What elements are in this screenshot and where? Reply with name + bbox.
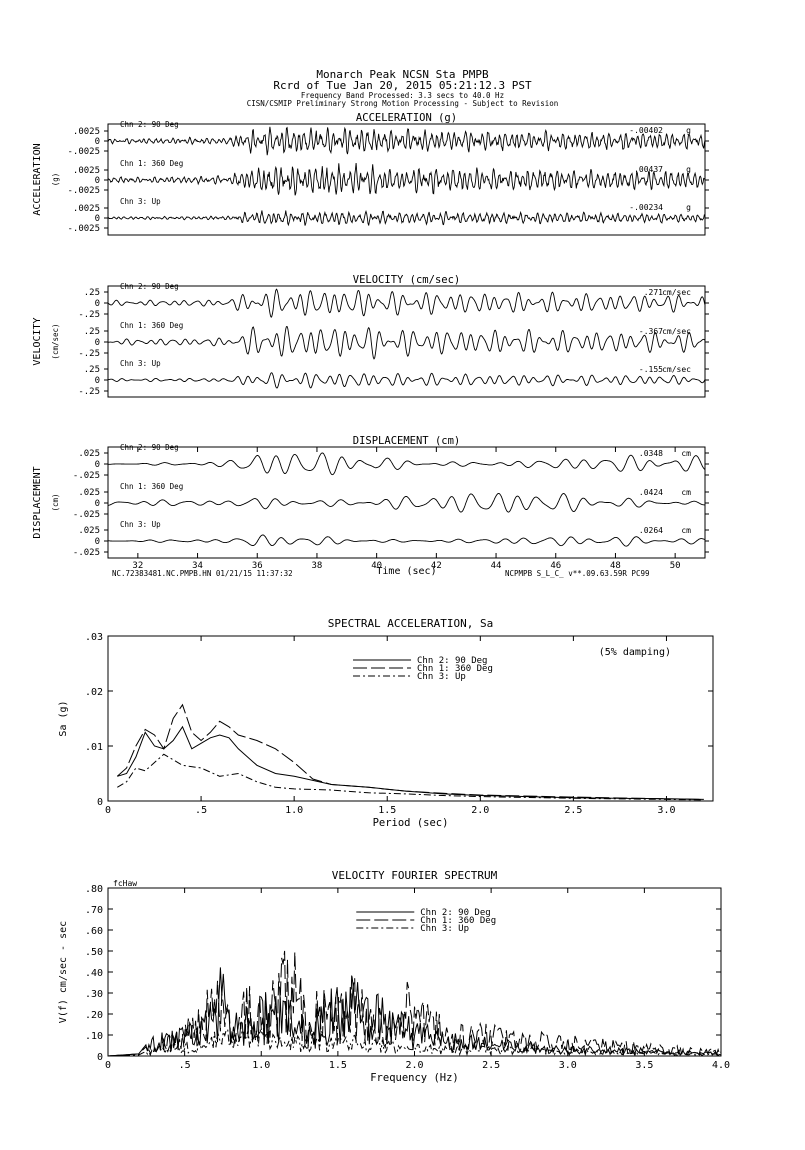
y-tick-label: .0025	[72, 166, 100, 176]
x-tick-label: 40	[371, 561, 383, 571]
spectrum-title: VELOCITY FOURIER SPECTRUM	[331, 869, 498, 882]
x-tick-label: 0	[104, 805, 112, 816]
x-tick-label: .5	[178, 1060, 191, 1071]
unit-label: g	[686, 165, 691, 174]
record-time: Rcrd of Tue Jan 20, 2015 05:21:12.3 PST	[273, 79, 532, 92]
y-tick-label: 0	[94, 176, 100, 186]
x-tick-label: 32	[132, 561, 144, 571]
x-tick-label: 2.0	[471, 805, 490, 816]
y-tick-label: 0	[94, 299, 100, 309]
peak-value: .00437	[634, 165, 663, 174]
channel-label: Chn 2: 90 Deg	[120, 120, 179, 129]
x-tick-label: 0	[104, 1060, 112, 1071]
y-tick-label: .25	[83, 365, 100, 375]
y-axis-label: V(f) cm/sec - sec	[58, 920, 69, 1024]
y-tick-label: -.025	[72, 548, 100, 558]
waveform-vel-3	[108, 373, 705, 388]
channel-label: Chn 1: 360 Deg	[120, 321, 184, 330]
channel-label: Chn 3: Up	[120, 520, 161, 529]
x-tick-label: 1.5	[378, 805, 397, 816]
y-tick-label: .70	[84, 905, 103, 916]
y-tick-label: 0	[94, 537, 100, 547]
y-tick-label: -.0025	[67, 147, 100, 157]
peak-value: .0264	[638, 526, 663, 535]
legend-label: Chn 3: Up	[420, 924, 470, 934]
unit-label: g	[686, 126, 691, 135]
corner-label: fcHaw	[113, 879, 138, 888]
waveform-vel-1	[108, 289, 705, 317]
y-tick-label: 0	[94, 214, 100, 224]
waveform-acc-1	[108, 127, 705, 155]
x-axis-label: Time (sec)	[376, 566, 437, 577]
channel-label: Chn 3: Up	[120, 197, 161, 206]
time-panel-yunit: (cm)	[51, 493, 60, 512]
unit-label: cm	[681, 449, 691, 458]
y-tick-label: -.0025	[67, 224, 100, 234]
x-tick-label: 2.5	[564, 805, 583, 816]
time-panel-title: DISPLACEMENT (cm)	[352, 435, 461, 447]
y-tick-label: .0025	[72, 204, 100, 214]
y-tick-label: .30	[84, 989, 103, 1000]
y-tick-label: 0	[94, 376, 100, 386]
x-tick-label: 1.5	[328, 1060, 347, 1071]
x-tick-label: 4.0	[711, 1060, 731, 1071]
y-tick-label: .025	[78, 488, 100, 498]
footer-processing-id: NCPMPB S_L_C_ v**.09.63.59R PC99	[505, 569, 650, 578]
y-tick-label: .10	[84, 1031, 103, 1042]
y-tick-label: 0	[94, 460, 100, 470]
x-tick-label: 48	[610, 561, 621, 571]
x-tick-label: 44	[490, 561, 502, 571]
y-tick-label: 0	[94, 499, 100, 509]
channel-label: Chn 2: 90 Deg	[120, 282, 179, 291]
y-tick-label: .25	[83, 288, 100, 298]
time-panel-ylabel: ACCELERATION	[32, 143, 43, 216]
peak-value: -.367	[638, 327, 663, 336]
unit-label: cm/sec	[662, 288, 691, 297]
y-tick-label: .50	[84, 947, 103, 958]
x-tick-label: 42	[430, 561, 442, 571]
waveform-dis-1	[108, 453, 705, 475]
legend-label: Chn 2: 90 Deg	[420, 908, 491, 918]
y-tick-label: 0	[96, 1052, 103, 1063]
x-axis-label: Period (sec)	[372, 817, 449, 829]
x-tick-label: 1.0	[252, 1060, 271, 1071]
y-tick-label: 0	[94, 137, 100, 147]
unit-label: cm	[681, 488, 691, 497]
legend-label: Chn 1: 360 Deg	[417, 664, 493, 674]
y-tick-label: -.25	[78, 349, 100, 359]
x-axis-label: Frequency (Hz)	[370, 1072, 459, 1084]
legend-label: Chn 1: 360 Deg	[420, 916, 497, 926]
waveform-dis-2	[108, 494, 705, 513]
y-tick-label: .25	[83, 327, 100, 337]
y-tick-label: -.025	[72, 471, 100, 481]
x-tick-label: 3.0	[657, 805, 676, 816]
time-panel-ylabel: DISPLACEMENT	[32, 466, 43, 539]
x-tick-label: 3.0	[558, 1060, 577, 1071]
x-tick-label: 3.5	[635, 1060, 654, 1071]
channel-label: Chn 1: 360 Deg	[120, 159, 184, 168]
peak-value: .271	[643, 288, 663, 297]
x-tick-label: 2.5	[482, 1060, 501, 1071]
waveform-dis-3	[108, 535, 705, 546]
legend-label: Chn 2: 90 Deg	[417, 656, 488, 666]
spectrum-frame	[108, 636, 713, 801]
x-tick-label: 1.0	[285, 805, 304, 816]
waveform-acc-2	[108, 163, 705, 195]
processing-note: CISN/CSMIP Preliminary Strong Motion Processing - Subject to Revision	[246, 99, 559, 108]
footer-record-id: NC.72383481.NC.PMPB.HN 01/21/15 11:37:32	[112, 569, 293, 578]
peak-value: .0424	[638, 488, 663, 497]
channel-label: Chn 2: 90 Deg	[120, 443, 179, 452]
unit-label: cm/sec	[662, 327, 691, 336]
time-panel-title: ACCELERATION (g)	[355, 112, 458, 124]
y-tick-label: -.025	[72, 510, 100, 520]
spectrum-series-3	[117, 754, 703, 800]
spectrum-series-2	[117, 705, 703, 800]
unit-label: g	[686, 203, 691, 212]
peak-value: -.155	[638, 365, 663, 374]
y-tick-label: 0	[94, 338, 100, 348]
y-tick-label: .0025	[72, 127, 100, 137]
x-tick-label: 34	[192, 561, 203, 571]
y-tick-label: -.25	[78, 387, 100, 397]
channel-label: Chn 1: 360 Deg	[120, 482, 184, 491]
waveform-acc-3	[108, 211, 705, 226]
peak-value: -.00402	[629, 126, 663, 135]
y-tick-label: .20	[84, 1010, 103, 1021]
y-tick-label: .025	[78, 449, 100, 459]
y-axis-label: Sa (g)	[58, 700, 69, 737]
y-tick-label: -.0025	[67, 186, 100, 196]
x-tick-label: 38	[311, 561, 323, 571]
y-tick-label: 0	[96, 797, 103, 808]
x-tick-label: 50	[669, 561, 681, 571]
spectrum-title: SPECTRAL ACCELERATION, Sa	[327, 617, 494, 630]
time-panel-ylabel: VELOCITY	[32, 317, 43, 366]
unit-label: cm/sec	[662, 365, 691, 374]
y-tick-label: .03	[84, 632, 103, 643]
x-tick-label: .5	[195, 805, 208, 816]
x-tick-label: 46	[550, 561, 562, 571]
y-tick-label: .60	[84, 926, 103, 937]
peak-value: -.00234	[629, 203, 663, 212]
unit-label: cm	[681, 526, 691, 535]
peak-value: .0348	[638, 449, 663, 458]
y-tick-label: .40	[84, 968, 103, 979]
station-title: Monarch Peak NCSN Sta PMPB	[316, 68, 489, 81]
legend-label: Chn 3: Up	[417, 672, 466, 682]
time-panel-title: VELOCITY (cm/sec)	[352, 274, 461, 286]
frequency-band: Frequency Band Processed: 3.3 secs to 40.0 Hz	[300, 91, 505, 100]
y-tick-label: .80	[84, 884, 103, 895]
y-tick-label: .02	[84, 687, 103, 698]
y-tick-label: .01	[84, 742, 103, 753]
time-panel-yunit: (g)	[51, 172, 60, 187]
y-tick-label: .025	[78, 526, 100, 536]
time-panel-yunit: (cm/sec)	[51, 323, 60, 360]
y-tick-label: -.25	[78, 310, 100, 320]
damping-annotation: (5% damping)	[598, 647, 671, 658]
x-tick-label: 36	[251, 561, 263, 571]
waveform-vel-2	[108, 327, 705, 359]
channel-label: Chn 3: Up	[120, 359, 161, 368]
spectrum-series-1	[117, 727, 703, 800]
x-tick-label: 2.0	[405, 1060, 424, 1071]
